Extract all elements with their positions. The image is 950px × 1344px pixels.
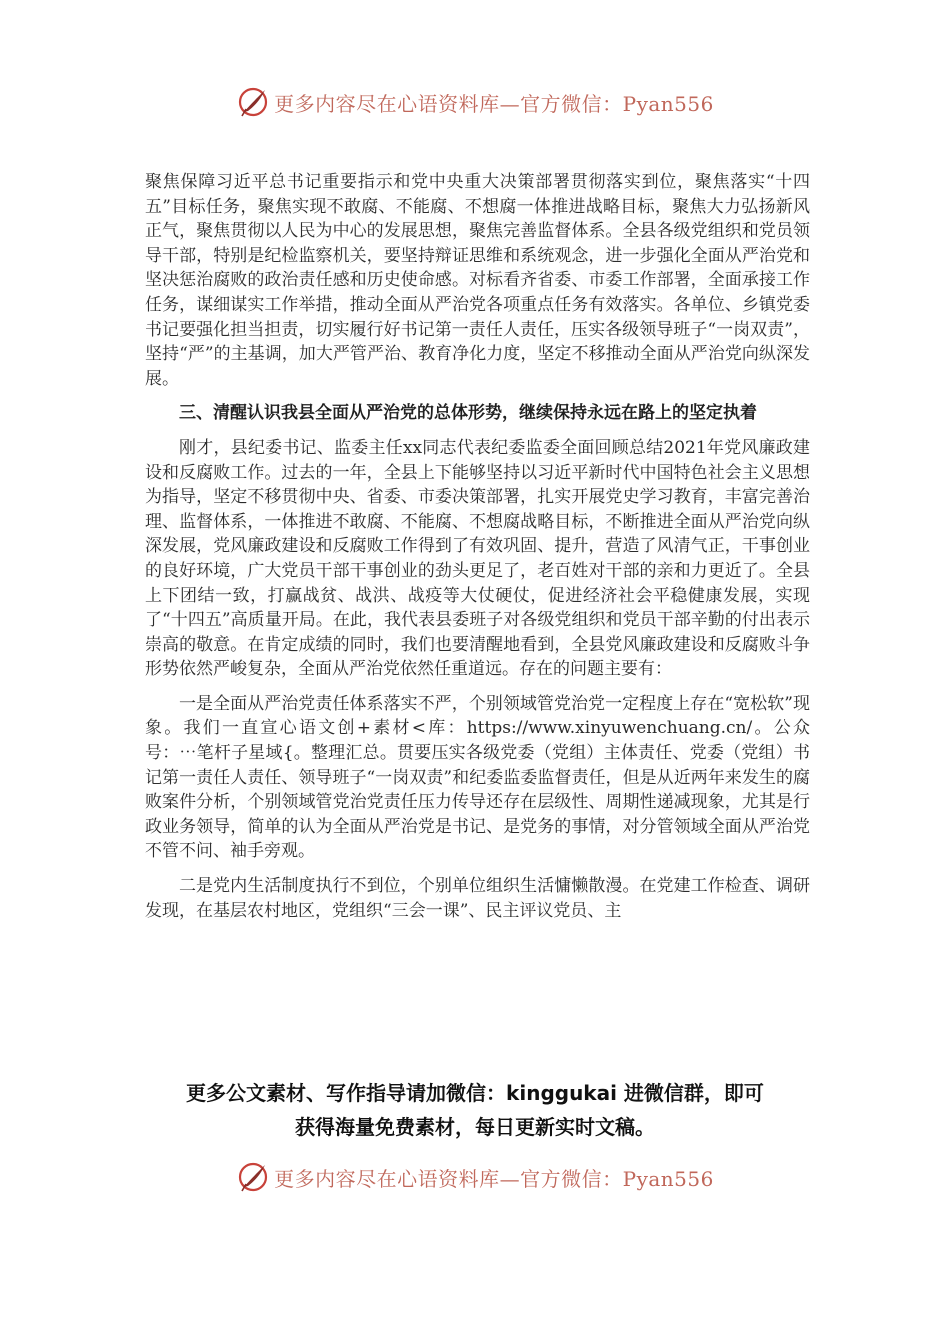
promo-notice bbox=[130, 1076, 820, 1144]
footer-banner-text: 更多内容尽在心语资料库—官方微信：Pyan556 bbox=[274, 1166, 714, 1191]
document-body bbox=[145, 170, 810, 924]
quill-logo-icon bbox=[236, 1160, 270, 1194]
paragraph-issue-1: 一是全面从严治党责任体系落实不严，个别领域管党治党一定程度上存在“宽松软”现象。我们一直宣心语文创+素材<库：https://www.xinyuwenchuang.cn/。公众号：⋯笔杆子星域{。整理汇总。贯要压实各级党委（党组）主体责任、党委（党组）书记第一责任人责任、领导班子“一岗双责”和纪委监委监督责任，但是从近两年来发生的腐败案件分析，个别领域管党治党责任压力传导还存在层级性、周期性递减现象，尤其是行政业务领导，简单的认为全面从严治党是书记、是党务的事情，对分管领域全面从严治党不管不问、袖手旁观。 bbox=[145, 693, 810, 862]
paragraph-intro: 聚焦保障习近平总书记重要指示和党中央重大决策部署贯彻落实到位，聚焦落实“十四五”目标任务，聚焦实现不敢腐、不能腐、不想腐一体推进战略目标，聚焦大力弘扬新风正气，聚焦贯彻以人民为中心的发展思想，聚焦完善监督体系。全县各级党组织和党员领导干部，特别是纪检监察机关，要坚持辩证思维和系统观念，进一步强化全面从严治党和坚决惩治腐败的政治责任感和历史使命感。对标看齐省委、市委工作部署，全面承接工作任务，谋细谋实工作举措，推动全面从严治党各项重点任务有效落实。各单位、乡镇党委书记要强化担当担责，切实履行好书记第一责任人责任，压实各级领导班子“一岗双责”，坚持“严”的主基调，加大严管严治、教育净化力度，坚定不移推动全面从严治党向纵深发展。 bbox=[145, 172, 810, 389]
promo-line-2: 获得海量免费素材，每日更新实时文稿。 bbox=[295, 1115, 655, 1139]
footer-watermark-banner bbox=[0, 1157, 950, 1197]
paragraph-issue-2: 二是党内生活制度执行不到位，个别单位组织生活慵懒散漫。在党建工作检查、调研发现，在基层农村地区，党组织“三会一课”、民主评议党员、主 bbox=[145, 876, 810, 921]
header-banner-text: 更多内容尽在心语资料库—官方微信：Pyan556 bbox=[274, 91, 714, 116]
quill-logo-icon bbox=[236, 85, 270, 119]
header-watermark-banner bbox=[0, 82, 950, 122]
promo-line-1: 更多公文素材、写作指导请加微信：kinggukai 进微信群，即可 bbox=[186, 1081, 764, 1105]
section-heading-3: 三、清醒认识我县全面从严治党的总体形势，继续保持永远在路上的坚定执着 bbox=[179, 403, 757, 424]
paragraph-review: 刚才，县纪委书记、监委主任xx同志代表纪委监委全面回顾总结2021年党风廉政建设和反腐败工作。过去的一年，全县上下能够坚持以习近平新时代中国特色社会主义思想为指导，坚定不移贯彻中央、省委、市委决策部署，扎实开展党史学习教育，丰富完善治理、监督体系，一体推进不敢腐、不能腐、不想腐战略目标，不断推进全面从严治党向纵深发展，党风廉政建设和反腐败工作得到了有效巩固、提升，营造了风清气正，干事创业的良好环境，广大党员干部干事创业的劲头更足了，老百姓对干部的亲和力更近了。全县上下团结一致，打赢战贫、战洪、战疫等大仗硬仗，促进经济社会平稳健康发展，实现了“十四五”高质量开局。在此，我代表县委班子对各级党组织和党员干部辛勤的付出表示崇高的敬意。在肯定成绩的同时，我们也要清醒地看到，全县党风廉政建设和反腐败斗争形势依然严峻复杂，全面从严治党依然任重道远。存在的问题主要有： bbox=[145, 437, 810, 680]
